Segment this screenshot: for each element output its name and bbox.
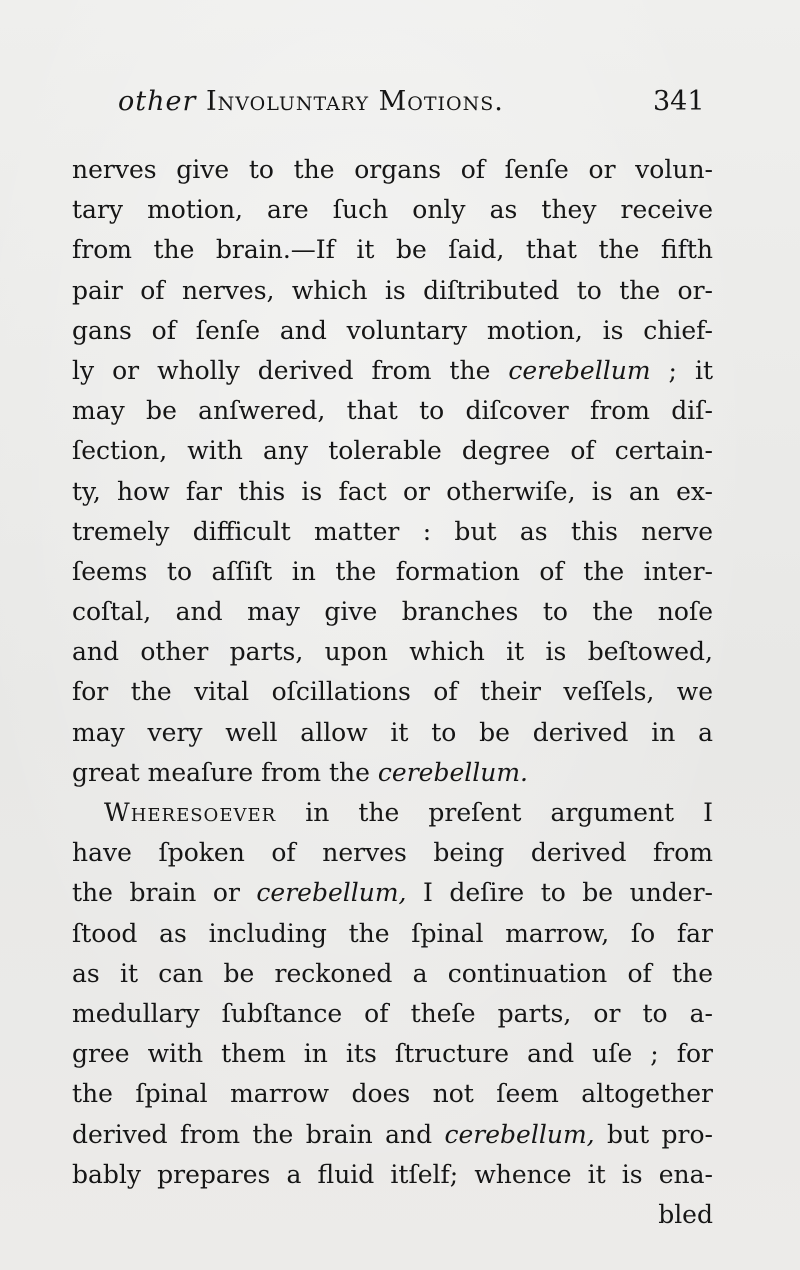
- line-text: gree with them in its ſtructure and uſe ; for: [72, 1039, 713, 1069]
- line-text: nerves give to the organs of ſenſe or volun-: [72, 155, 713, 184]
- line-text: derived from the brain and: [72, 1119, 445, 1149]
- line-text: may very well allow it to be derived in a: [72, 717, 713, 747]
- line-text: ſtood as including the ſpinal marrow, ſo far: [72, 918, 713, 948]
- line-text: and other parts, upon which it is beſtowed,: [72, 637, 713, 667]
- page-header: [0, 86, 800, 130]
- text-line: [72, 873, 713, 913]
- page-number: 341: [653, 86, 705, 117]
- line-text: medullary ſubſtance of theſe parts, or to a-: [72, 998, 713, 1028]
- text-line: [72, 994, 713, 1034]
- line-text: the brain or: [72, 878, 257, 908]
- line-text: as it can be reckoned a continuation of the: [72, 958, 713, 988]
- text-line: [72, 1115, 713, 1155]
- text-line: [72, 150, 713, 190]
- text-line: [72, 391, 713, 431]
- line-text: bably prepares a fluid itſelf; whence it is ena-: [72, 1159, 713, 1189]
- line-text: gans of ſenſe and voluntary motion, is chief-: [72, 315, 713, 345]
- italic-term: cerebellum: [508, 355, 651, 385]
- text-line: [72, 793, 713, 833]
- line-text: but pro-: [594, 1119, 713, 1149]
- italic-term: cerebellum,: [444, 1119, 595, 1149]
- text-line: [72, 512, 713, 552]
- line-text: ſeems to aſſiſt in the formation of the inter-: [72, 556, 713, 586]
- catchword-text: bled: [658, 1199, 713, 1229]
- text-line: [72, 552, 713, 592]
- line-text: ; it: [650, 355, 714, 385]
- text-line: [72, 230, 713, 270]
- line-text: pair of nerves, which is diſtributed to the or-: [72, 275, 713, 305]
- text-line: [72, 1034, 713, 1074]
- line-text: may be anſwered, that to diſcover from diſ-: [72, 396, 713, 426]
- paragraph-2: [72, 793, 713, 1195]
- text-line: [72, 914, 713, 954]
- line-text: in the preſent argument I: [276, 798, 713, 827]
- line-text: tremely difficult matter : but as this nerve: [72, 516, 713, 546]
- text-line: [72, 311, 713, 351]
- catchword: [72, 1195, 713, 1235]
- text-line: [72, 431, 713, 471]
- paragraph-1: [72, 150, 713, 793]
- text-line: [72, 472, 713, 512]
- text-line: [72, 271, 713, 311]
- text-line: [72, 1155, 713, 1195]
- text-line: [72, 954, 713, 994]
- line-text: for the vital oſcillations of their veſſels, we: [72, 677, 713, 707]
- text-line: [72, 753, 713, 793]
- line-text: have ſpoken of nerves being derived from: [72, 838, 713, 868]
- text-line: [72, 592, 713, 632]
- line-text: great meaſure from the: [72, 757, 378, 787]
- running-head: [118, 86, 504, 117]
- text-line: [72, 190, 713, 230]
- text-line: [72, 351, 713, 391]
- italic-term: cerebellum.: [377, 757, 528, 787]
- line-text: I deſire to be under-: [406, 878, 713, 908]
- line-text: the ſpinal marrow does not ſeem altogether: [72, 1079, 713, 1109]
- line-text: from the brain.—If it be ſaid, that the fifth: [72, 235, 713, 265]
- line-text: tary motion, are ſuch only as they receive: [72, 195, 713, 225]
- opening-word: Wheresoever: [104, 798, 277, 827]
- text-line: [72, 632, 713, 672]
- line-text: ſection, with any tolerable degree of certain-: [72, 436, 713, 466]
- text-line: [72, 833, 713, 873]
- running-head-title: Involuntary Motions.: [205, 86, 504, 117]
- text-line: [72, 1074, 713, 1114]
- text-line: [72, 672, 713, 712]
- line-text: ly or wholly derived from the: [72, 355, 509, 385]
- line-text: ty, how far this is fact or otherwiſe, is an ex-: [72, 476, 713, 506]
- running-head-lead: other: [118, 86, 197, 117]
- text-line: [72, 713, 713, 753]
- italic-term: cerebellum,: [256, 878, 407, 908]
- body-text: [72, 150, 713, 1235]
- line-text: coſtal, and may give branches to the noſe: [72, 597, 713, 627]
